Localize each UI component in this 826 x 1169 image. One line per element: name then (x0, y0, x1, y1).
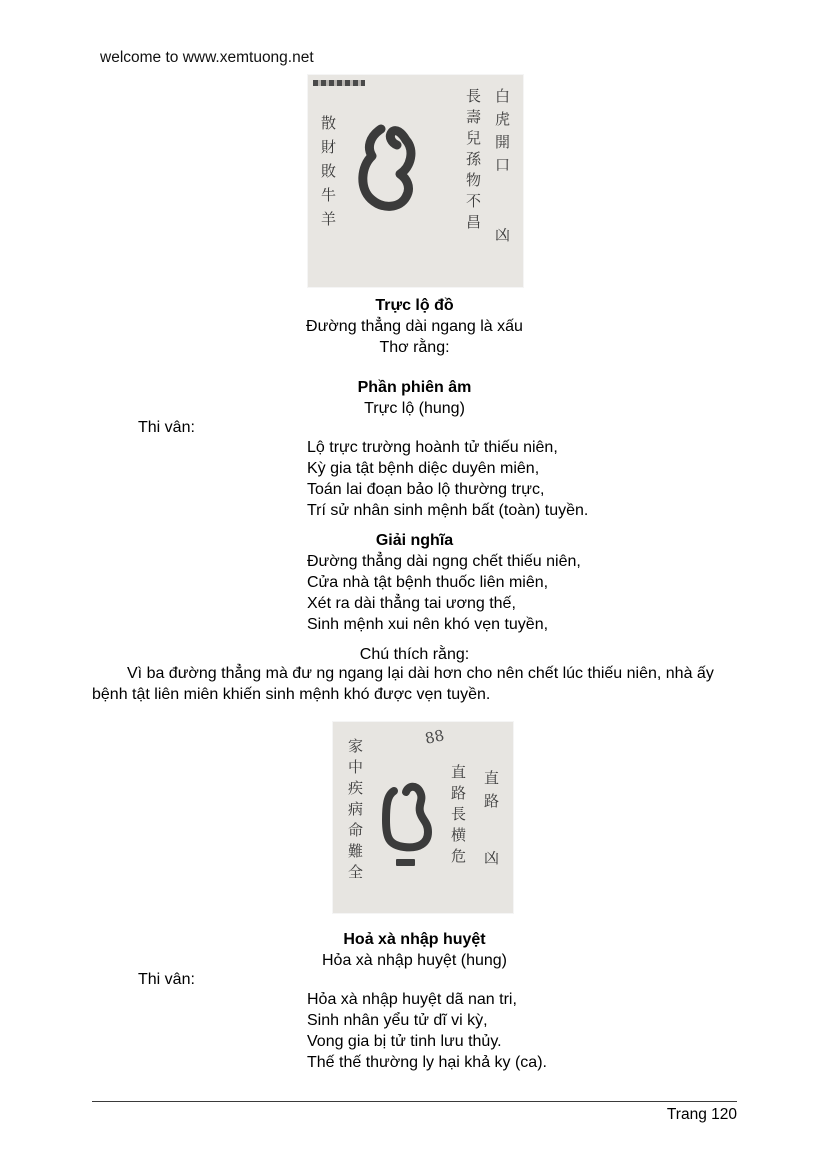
giai-nghia-block (307, 551, 581, 635)
thi-van-label-1: Thi vân: (138, 419, 195, 436)
scan2-caption-right-mark: 凶 (482, 850, 500, 873)
chu-thich-paragraph: Vì ba đường thẳng mà đư ng ngang lại dài hơn cho nên chết lúc thiếu niên, nhà ấy bệnh tật liên miên khiến sinh mệnh khó được vẹn tuyền. (92, 665, 714, 703)
section2-heading-block (92, 929, 737, 971)
scan1-caption-right-mark: 凶 (493, 227, 511, 250)
poem-line: Sinh nhân yểu tử dĩ vi kỳ, (307, 1012, 488, 1029)
phien-am-block (92, 377, 737, 419)
section1-heading-block (92, 295, 737, 358)
scan2-dash-mark (396, 859, 415, 866)
phien-am-subtitle: Trực lộ (hung) (364, 400, 465, 417)
poem-line: Hỏa xà nhập huyệt dã nan tri, (307, 991, 517, 1008)
poem-line: Kỳ gia tật bệnh diệc duyên miên, (307, 460, 540, 477)
section2-title: Hoả xà nhập huyệt (343, 931, 486, 948)
section1-tho-rang: Thơ rằng: (379, 339, 450, 356)
poem-line: Vong gia bị tử tinh lưu thủy. (307, 1033, 502, 1050)
giai-nghia-line: Sinh mệnh xui nên khó vẹn tuyền, (307, 616, 549, 633)
poem-line: Toán lai đoạn bảo lộ thường trực, (307, 481, 545, 498)
footer-divider (92, 1101, 737, 1102)
section1-subtitle: Đường thẳng dài ngang là xấu (306, 318, 523, 335)
chu-thich-title: Chú thích rằng: (359, 646, 470, 663)
page-number: Trang 120 (666, 1106, 737, 1123)
scan2-caption-right: 直路 (482, 770, 500, 816)
scan2-caption-middle: 直路長横危 (449, 764, 467, 869)
snake-diagram-shape-2 (377, 778, 439, 854)
road-diagram-shape-1 (354, 121, 436, 227)
scan1-caption-left: 散財敗牛羊 (319, 115, 337, 235)
giai-nghia-title: Giải nghĩa (375, 532, 454, 549)
phien-am-title: Phần phiên âm (357, 379, 472, 396)
scan2-handwritten-number: 88 (423, 726, 446, 748)
section2-subtitle: Hỏa xà nhập huyệt (hung) (321, 952, 507, 969)
section1-title: Trực lộ đồ (375, 297, 454, 314)
scan1-caption-middle: 長壽兒孫物不昌 (464, 88, 482, 235)
poem-phien-am (307, 437, 588, 521)
giai-nghia-line: Xét ra dài thẳng tai ương thế, (307, 595, 516, 612)
scan-artifact-strip (313, 80, 365, 86)
giai-nghia-line: Đường thẳng dài ngng chết thiếu niên, (307, 553, 581, 570)
thi-van-label-2: Thi vân: (138, 971, 195, 988)
site-welcome-text: welcome to www.xemtuong.net (100, 49, 314, 66)
scan-image-truc-lo-do (308, 75, 523, 287)
scan2-caption-left: 家中疾病命難全 (346, 738, 364, 885)
poem-line: Trí sử nhân sinh mệnh bất (toàn) tuyền. (307, 502, 589, 519)
scan-image-hoa-xa-nhap-huyet (333, 722, 513, 913)
giai-nghia-line: Cửa nhà tật bệnh thuốc liên miên, (307, 574, 549, 591)
poem-hoa-xa (307, 989, 547, 1073)
poem-line: Thế thế thường ly hại khả ky (ca). (307, 1054, 547, 1071)
poem-line: Lộ trực trường hoành tử thiếu niên, (307, 439, 558, 456)
scan1-caption-right: 白虎開口 (493, 88, 511, 180)
